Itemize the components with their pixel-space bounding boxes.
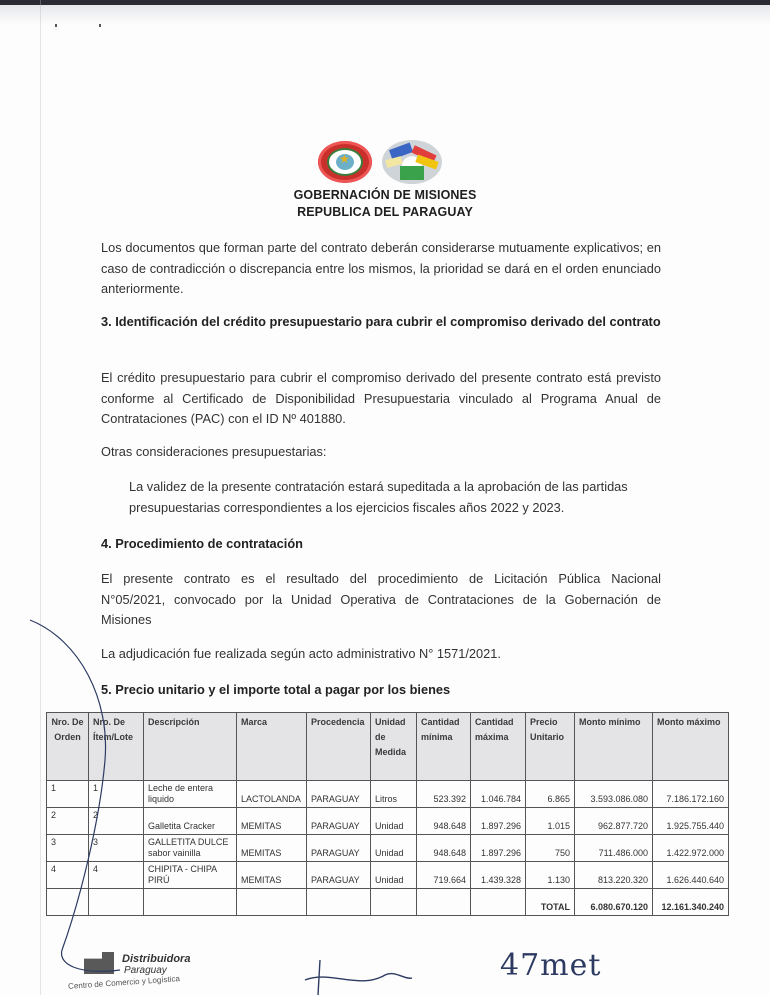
col-header-precio: Precio Unitario: [526, 713, 575, 781]
section-5-title: 5. Precio unitario y el importe total a pagar por los bienes: [101, 682, 451, 697]
cell-descripcion: Leche de entera liquido: [144, 781, 237, 808]
cell-item: 4: [89, 862, 144, 889]
cell-monto-min: 711.486.000: [575, 835, 653, 862]
misiones-emblem-icon: [382, 140, 442, 184]
scan-shadow: [0, 5, 770, 25]
cell-monto-max: 1.422.972.000: [653, 835, 729, 862]
otras-consideraciones-body: La validez de la presente contratación estará supeditada a la aprobación de las partidas presupuestarias correspondientes a los ejercicios fiscales años 2022 y 2023.: [129, 479, 628, 515]
cell-monto-min: 813.220.320: [575, 862, 653, 889]
cell-precio: 750: [526, 835, 575, 862]
section-4-body: El presente contrato es el resultado del procedimiento de Licitación Pública Nacional N°05/2021, convocado por la Unidad Operativa de Contrataciones de la Gobernación de Misiones: [101, 571, 661, 627]
cell-procedencia: PARAGUAY: [307, 835, 371, 862]
col-header-monto-min: Monto mínimo: [575, 713, 653, 781]
stamp-line-2: Paraguay: [124, 965, 167, 976]
col-header-item: Nro. De Ítem/Lote: [89, 713, 144, 781]
col-header-orden: Nro. De Orden: [47, 713, 89, 781]
header-logos: [318, 140, 444, 186]
cell-cant-max: 1.897.296: [471, 835, 526, 862]
cell-procedencia: PARAGUAY: [307, 862, 371, 889]
cell-marca: MEMITAS: [237, 862, 307, 889]
cell-unidad: Unidad: [371, 835, 417, 862]
cell-descripcion: CHIPITA - CHIPA PIRÚ: [144, 862, 237, 889]
paraguay-seal-icon: ★: [318, 141, 372, 183]
table-row: [47, 835, 729, 862]
cell-precio: 1.130: [526, 862, 575, 889]
stamp-line-3: Centro de Comercio y Logística: [67, 974, 181, 991]
total-label: TOTAL: [526, 889, 575, 916]
cell-cant-max: 1.439.328: [471, 862, 526, 889]
col-header-descripcion: Descripción: [144, 713, 237, 781]
cell-procedencia: PARAGUAY: [307, 781, 371, 808]
cell-orden: 2: [47, 808, 89, 835]
cell-monto-max: 1.626.440.640: [653, 862, 729, 889]
page-fold-line: [40, 0, 41, 995]
cell-descripcion: GALLETITA DULCE sabor vainilla: [144, 835, 237, 862]
stamp-line-1: Distribuidora: [122, 953, 191, 965]
table-row: [47, 862, 729, 889]
cell-procedencia: PARAGUAY: [307, 808, 371, 835]
col-header-procedencia: Procedencia: [307, 713, 371, 781]
header-subtitle: REPUBLICA DEL PARAGUAY: [297, 205, 473, 219]
section-3-body: El crédito presupuestario para cubrir el compromiso derivado del presente contrato está previsto conforme al Certificado de Disponibilidad Presupuestaria vinculado al Programa Anual de Contrataciones (PAC) con el ID Nº 401880.: [101, 370, 661, 426]
cell-item: 1: [89, 781, 144, 808]
section-4-title: 4. Procedimiento de contratación: [101, 536, 303, 551]
distribuidora-logo-icon: [84, 952, 114, 974]
cell-unidad: Unidad: [371, 808, 417, 835]
col-header-cant-min: Cantidad mínima: [417, 713, 471, 781]
signature-stroke: [305, 960, 412, 995]
table-header-row: [47, 713, 729, 781]
cell-marca: LACTOLANDA: [237, 781, 307, 808]
cell-item: 3: [89, 835, 144, 862]
table-row: [47, 808, 729, 835]
cell-monto-min: 3.593.086.080: [575, 781, 653, 808]
table-total-row: [47, 889, 729, 916]
table-row: [47, 781, 729, 808]
cell-cant-min: 948.648: [417, 808, 471, 835]
cell-cant-min: 948.648: [417, 835, 471, 862]
total-monto-min: 6.080.670.120: [575, 889, 653, 916]
col-header-marca: Marca: [237, 713, 307, 781]
col-header-unidad: Unidad de Medida: [371, 713, 417, 781]
cell-cant-max: 1.046.784: [471, 781, 526, 808]
cell-monto-min: 962.877.720: [575, 808, 653, 835]
col-header-monto-max: Monto máximo: [653, 713, 729, 781]
scan-speck: [55, 24, 57, 27]
cell-monto-max: 7.186.172.160: [653, 781, 729, 808]
cell-cant-min: 719.664: [417, 862, 471, 889]
company-stamp: [64, 948, 264, 995]
total-monto-max: 12.161.340.240: [653, 889, 729, 916]
cell-item: 2: [89, 808, 144, 835]
cell-precio: 1.015: [526, 808, 575, 835]
handwritten-note: 47met: [500, 948, 602, 983]
cell-descripcion: Galletita Cracker: [144, 808, 237, 835]
intro-paragraph: Los documentos que forman parte del contrato deberán considerarse mutuamente explicativos; en caso de contradicción o discrepancia entre los mismos, la prioridad se dará en el orden enunciado anteriormente.: [101, 240, 661, 296]
cell-marca: MEMITAS: [237, 808, 307, 835]
cell-orden: 1: [47, 781, 89, 808]
cell-orden: 3: [47, 835, 89, 862]
cell-monto-max: 1.925.755.440: [653, 808, 729, 835]
cell-cant-max: 1.897.296: [471, 808, 526, 835]
otras-consideraciones-label: Otras consideraciones presupuestarias:: [101, 444, 327, 459]
cell-unidad: Litros: [371, 781, 417, 808]
cell-unidad: Unidad: [371, 862, 417, 889]
adjudicacion-paragraph: La adjudicación fue realizada según acto administrativo N° 1571/2021.: [101, 646, 501, 661]
cell-orden: 4: [47, 862, 89, 889]
cell-marca: MEMITAS: [237, 835, 307, 862]
header-title: GOBERNACIÓN DE MISIONES: [293, 188, 477, 202]
section-3-title: 3. Identificación del crédito presupuestario para cubrir el compromiso derivado del contrato: [101, 314, 661, 329]
cell-precio: 6.865: [526, 781, 575, 808]
scan-speck: [99, 24, 101, 27]
col-header-cant-max: Cantidad máxima: [471, 713, 526, 781]
cell-cant-min: 523.392: [417, 781, 471, 808]
price-table: [46, 712, 729, 916]
